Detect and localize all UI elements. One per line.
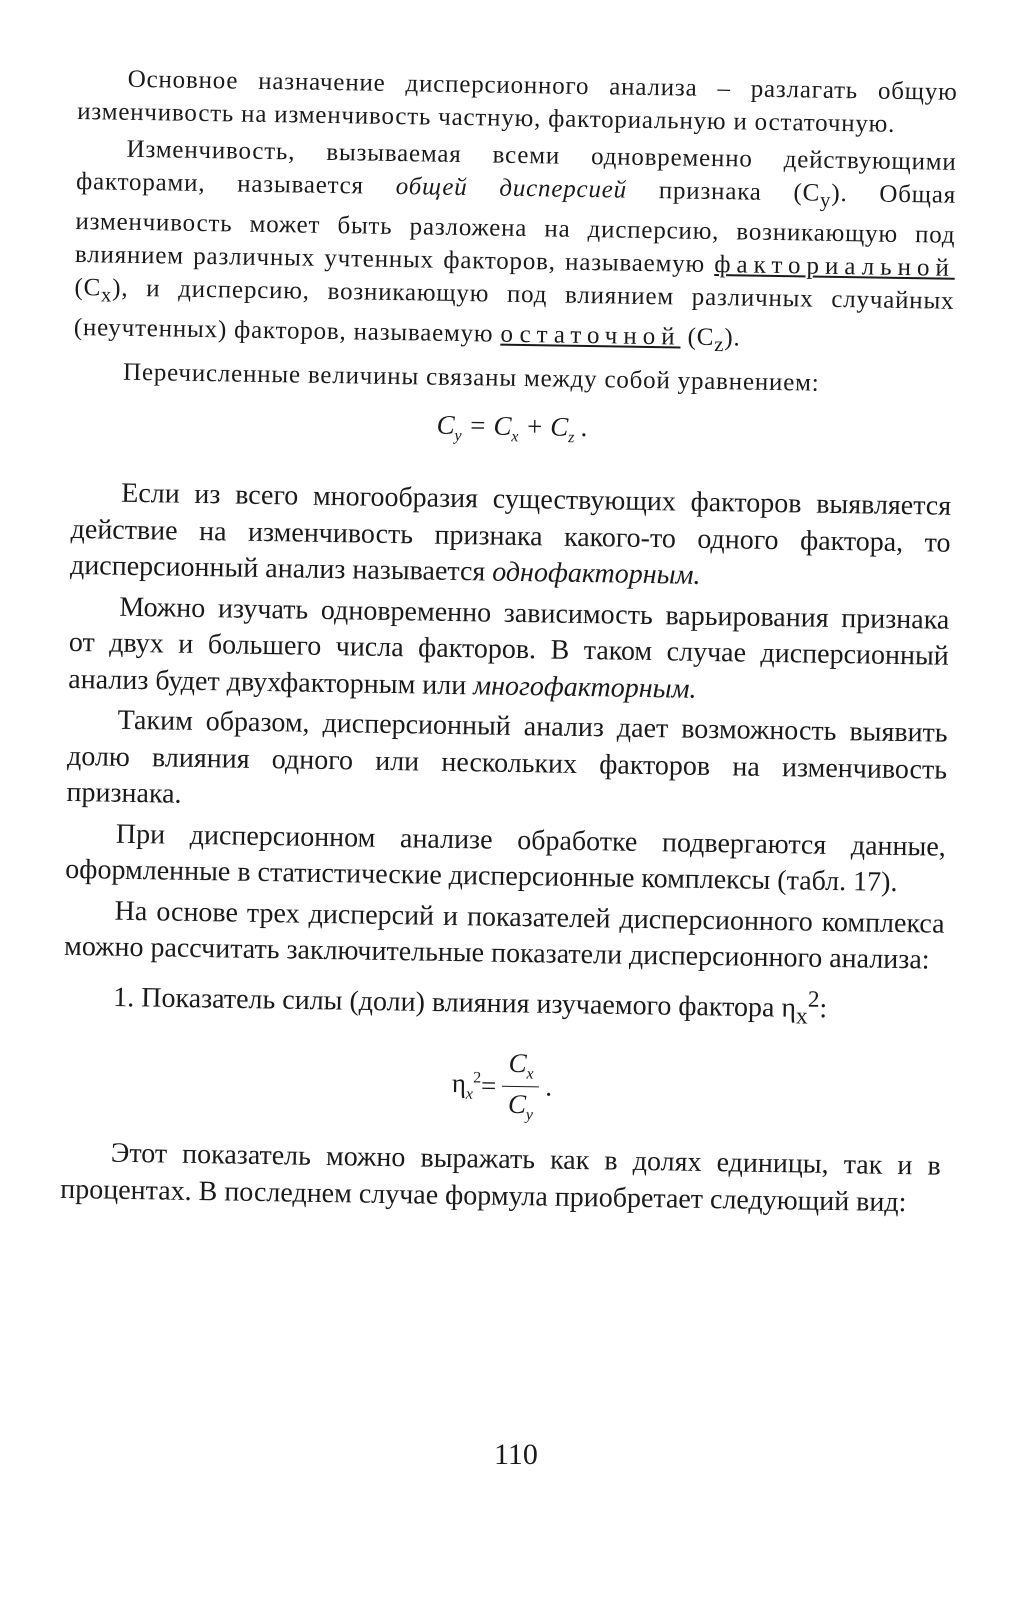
- eq2-den-c: C: [507, 1088, 527, 1119]
- eq1-equals: =: [461, 410, 494, 441]
- paragraph-7: При дисперсионном анализе обработке подвергаются данные, оформленные в статистические дисперсионные комплексы (табл. 17).: [65, 818, 947, 899]
- eq2-eta-sub: x: [465, 1085, 474, 1103]
- eq2-num-c: C: [508, 1048, 527, 1079]
- eq2-num-sub: x: [526, 1065, 534, 1083]
- p9-text-a: 1. Показатель силы (доли) влияния изучаемого фактора η: [113, 981, 797, 1024]
- page-number: 110: [494, 1438, 538, 1471]
- eq1-lhs-sub: y: [454, 427, 462, 445]
- eq2-fraction: [502, 1048, 540, 1124]
- p2-text-d: ). Общая изменчивость может быть разложена на дисперсию, возникающую под влиянием различных учтенных факторов, называемую: [74, 179, 957, 279]
- p2-sub-y: y: [819, 187, 832, 212]
- eq2-denominator: [502, 1086, 540, 1124]
- eq1-term1: C: [493, 410, 512, 441]
- eq2-numerator: [502, 1048, 540, 1087]
- eq2-den-sub: y: [525, 1106, 534, 1124]
- paragraph-1: Основное назначение дисперсионного анализа – разлагать общую изменчивость на изменчивость частную, факториальную и остаточную.: [77, 65, 958, 138]
- p2-sub-x: x: [100, 282, 113, 307]
- paragraph-10: Этот показатель можно выражать как в долях единицы, так и в процентах. В последнем случае формула приобретает следующий вид:: [60, 1137, 942, 1218]
- p9-sup: 2: [807, 986, 820, 1013]
- term-multi-factor: многофакторным.: [473, 670, 697, 705]
- p2-text-c: признака (C: [626, 176, 821, 207]
- p2-text-j: ).: [724, 324, 741, 352]
- term-factorial: факториальной: [714, 251, 956, 282]
- p2-sub-z: z: [713, 332, 725, 357]
- eq2-eta-symbol: η: [451, 1067, 467, 1098]
- p2-text-a: Изменчивость, вызываемая всеми одновременно действующими факторами, называется: [75, 135, 957, 201]
- paragraph-4: [70, 475, 952, 598]
- paragraph-3: Перечисленные величины связаны между собой уравнением:: [122, 358, 820, 397]
- page-body: [60, 62, 958, 1222]
- p4-text-a: Если из всего многообразия существующих факторов выявляется действие на изменчивость признака какого-то одного фактора, то дисперсионный анализ называется: [69, 478, 952, 588]
- paragraph-5: [68, 589, 950, 712]
- p9-text-b: :: [819, 992, 828, 1025]
- eq1-lhs: C: [436, 409, 455, 440]
- eq2-eta-sup: 2: [473, 1068, 482, 1086]
- eq1-term1-sub: x: [511, 428, 519, 446]
- term-residual: остаточной: [500, 320, 681, 351]
- eq2-equals: =: [480, 1070, 497, 1101]
- eq1-end: .: [574, 411, 589, 443]
- paragraph-2: [73, 132, 956, 365]
- paragraph-8: На основе трех дисперсий и показателей дисперсионного комплекса можно рассчитать заключительные показатели дисперсионного анализа:: [63, 895, 945, 976]
- paragraph-9: [63, 970, 944, 1037]
- eq1-term2-sub: z: [568, 429, 575, 447]
- term-one-factor: однофакторным.: [492, 556, 701, 592]
- eq2-end: .: [545, 1071, 553, 1102]
- equation-1: [72, 404, 952, 453]
- p5-text-a: Можно изучать одновременно зависимость варьирования признака от двух и большего числа факторов. В таком случае дисперсионный анализ будет двухфакторным или: [68, 591, 950, 702]
- paragraph-6: Таким образом, дисперсионный анализ дает возможность выявить долю влияния одного или нескольких факторов на изменчивость признака.: [66, 705, 948, 811]
- equation-2: [61, 1041, 942, 1131]
- eq1-term2: C: [550, 411, 569, 442]
- eq2-eta: [452, 1067, 482, 1103]
- p2-text-i: (C: [680, 323, 715, 352]
- eq1-plus: +: [518, 410, 551, 442]
- p9-sub: x: [795, 1003, 808, 1030]
- p2-text-g: ), и дисперсию, возникающую под влиянием различных случайных (неучтенных) факторов, называемую: [73, 274, 955, 348]
- p2-text-f: (C: [74, 273, 102, 302]
- term-general-dispersion: общей дисперсией: [395, 173, 628, 204]
